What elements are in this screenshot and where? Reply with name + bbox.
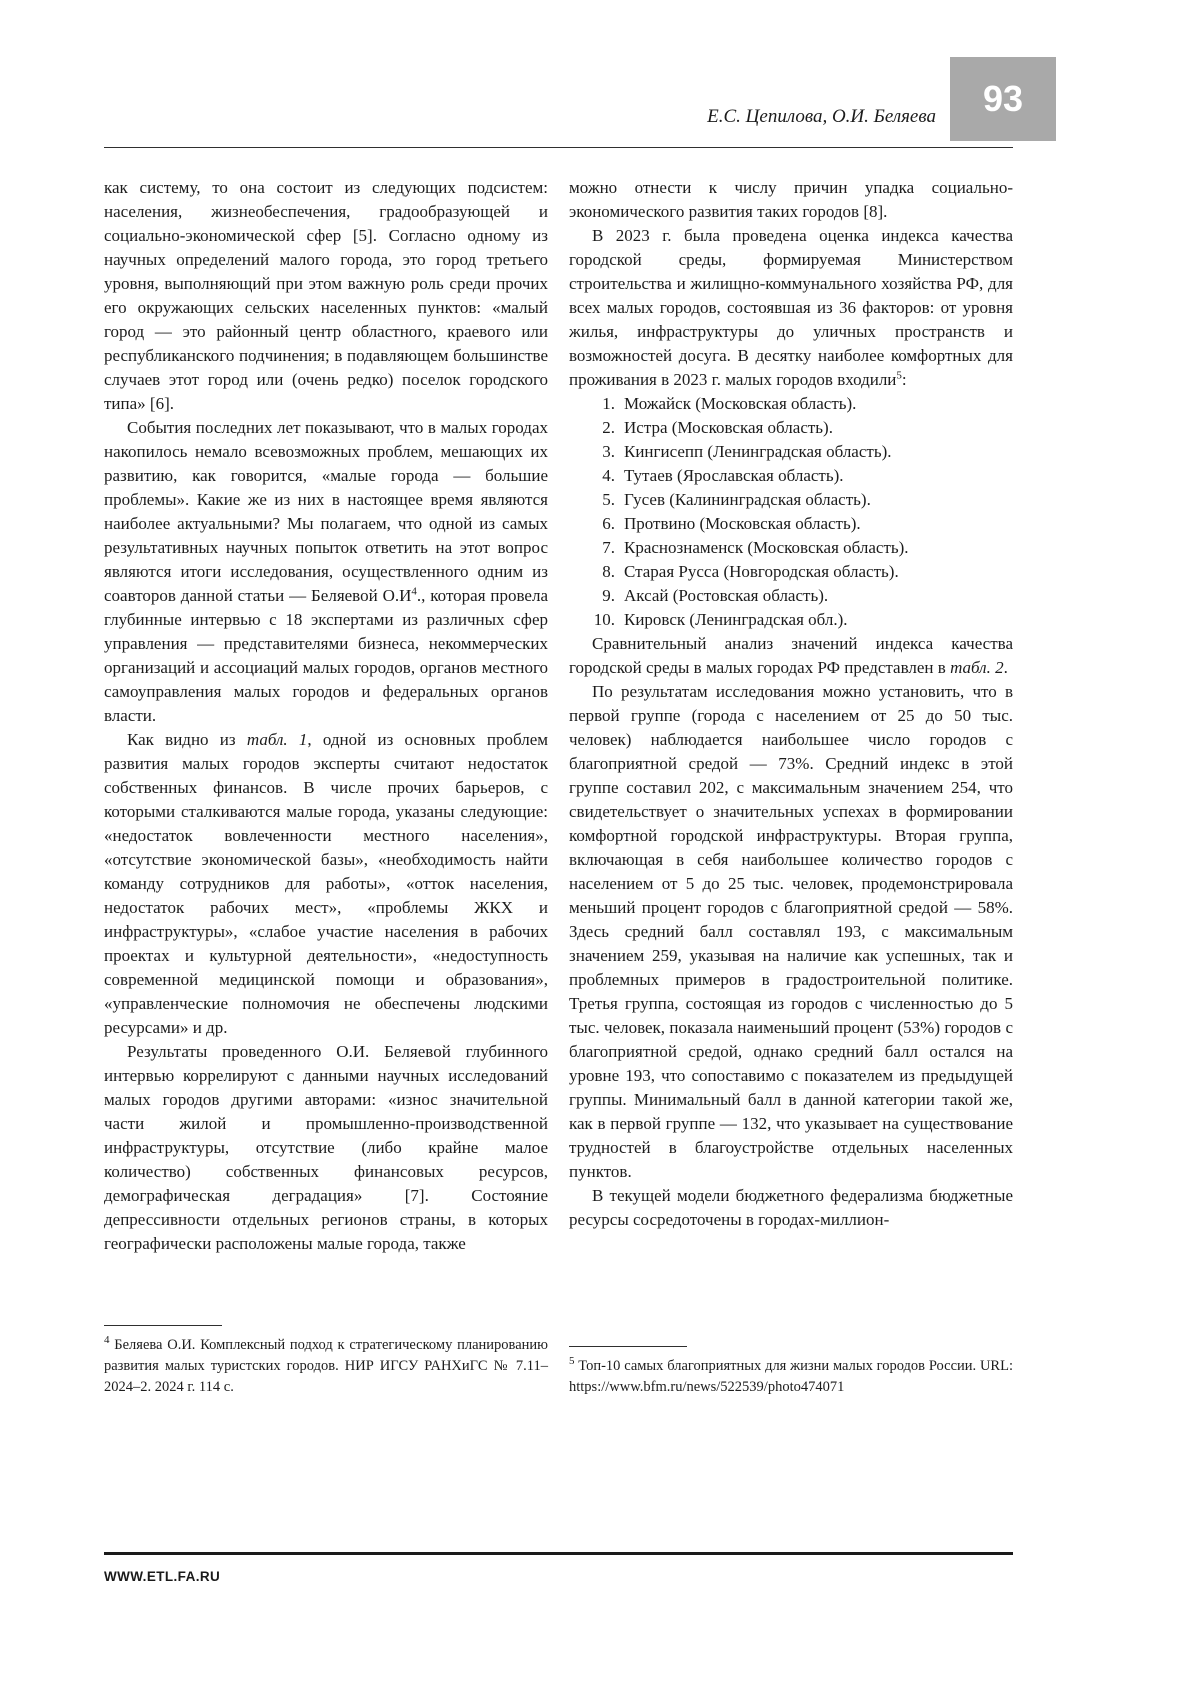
paragraph: В текущей модели бюджетного федерализма бюджетные ресурсы сосредоточены в городах-миллион- [569, 1186, 1013, 1229]
list-text: Гусев (Калининградская область). [624, 490, 871, 509]
list-item [588, 464, 1013, 488]
footnote-rule [104, 1325, 222, 1326]
paragraph: Результаты проведенного О.И. Беляевой глубинного интервью коррелируют с данными научных исследований малых городов другими авторами: «износ значительной части жилой и промышленно-производственной инфраструктуры, отсутствие (либо крайне малое количество) собственных финансовых ресурсов, демографическая деградация» [7]. Состояние депрессивности отдельных регионов страны, в которых географически расположены малые города, также [104, 1042, 548, 1253]
list-text: Краснознаменск (Московская область). [624, 538, 909, 557]
list-item [588, 584, 1013, 608]
paragraph: Сравнительный анализ значений индекса качества городской среды в малых городах РФ представлен в табл. 2. [569, 634, 1013, 677]
paragraph: События последних лет показывают, что в малых городах накопилось немало всевозможных проблем, мешающих их развитию, как говорится, «малые города — большие проблемы». Какие же из них в настоящее время являются наиболее актуальными? Мы полагаем, что одной из самых результативных научных попыток ответить на этот вопрос являются итоги исследования, осуществленного одним из соавторов данной статьи — Беляевой $О.И^4$., которая провела глубинные интервью с 18 экспертами из различных сфер управления — представителями бизнеса, некоммерческих организаций и ассоциаций малых городов, органов местного самоуправления малых городов и федеральных органов власти. [104, 418, 549, 725]
page-number: 93 [982, 78, 1024, 119]
list-number: 1. [602, 394, 615, 413]
list-number: 4. [602, 466, 615, 485]
left-column [104, 176, 548, 1398]
paragraph: как систему, то она состоит из следующих подсистем: населения, жизнеобеспечения, градообразующей и социально-экономической сфер [5]. Согласно одному из научных определений малого города, это город третьего уровня, выполняющий при этом важную роль среди прочих его окружающих сельских населенных пунктов: «малый город — это районный центр областного, краевого или республиканского подчинения; в подавляющем большинстве случаев этот город или (очень редко) поселок городского типа» [6]. [104, 178, 548, 413]
footnote-left [104, 1325, 548, 1398]
list-item [588, 512, 1013, 536]
list-number: 6. [602, 514, 615, 533]
paragraph: Как видно из табл. 1, одной из основных проблем развития малых городов эксперты считают недостаток собственных финансов. В числе прочих барьеров, с которыми сталкиваются малые города, указаны следующие: «недостаток вовлеченности местного населения», «отсутствие экономической базы», «необходимость найти команду сотрудников для работы», «отток населения, недостаток рабочих мест», «проблемы ЖКХ и инфраструктуры», «слабое участие населения в рабочих проектах и культурной деятельности», «недоступность современной медицинской помощи и образования», «управленческие полномочия не обеспечены людскими ресурсами» и др. [104, 730, 548, 1037]
list-number: 2. [602, 418, 615, 437]
list-text: Кировск (Ленинградская обл.). [624, 610, 848, 629]
body-columns [104, 176, 1013, 1398]
list-number: 3. [602, 442, 615, 461]
journal-site-url: WWW.ETL.FA.RU [104, 1569, 221, 1584]
list-item [588, 488, 1013, 512]
list-number: 7. [602, 538, 615, 557]
paragraph: можно отнести к числу причин упадка социально-экономического развития таких городов [8]. [569, 178, 1013, 221]
list-item [588, 416, 1013, 440]
footnote-right [569, 1346, 1013, 1398]
footnote-rule [569, 1346, 687, 1347]
list-item [588, 392, 1013, 416]
list-item [588, 608, 1013, 632]
paragraph: По результатам исследования можно установить, что в первой группе (города с населением от 25 до 50 тыс. человек) наблюдается наибольшее число городов с благоприятной средой — 73%. Средний индекс в этой группе составил 202, с максимальным значением 254, что свидетельствует о значительных успехах в формировании комфортной городской инфраструктуры. Вторая группа, включающая в себя наибольшее количество городов с населением от 5 до 25 тыс. человек, продемонстрировала меньший процент городов с благоприятной средой — 58%. Здесь средний балл составлял 193, с максимальным значением 259, указывая на наличие как успешных, так и проблемных примеров в градостроительной политике. Третья группа, состоящая из городов с численностью до 5 тыс. человек, показала наименьший процент (53%) городов с благоприятной средой, однако средний балл остался на уровне 193, что сопоставимо с показателем из предыдущей группы. Минимальный балл в данной категории такой же, как в первой группе — 132, что указывает на существование трудностей в благоустройстве отдельных населенных пунктов. [569, 682, 1013, 1181]
footnote-text: $^5$ Топ-10 самых благоприятных для жизни малых городов России. URL: https://www.bfm.ru/news/522539/photo474071 [569, 1355, 1013, 1395]
list-text: Кингисепп (Ленинградская область). [624, 442, 892, 461]
paragraph: В 2023 г. была проведена оценка индекса качества городской среды, формируемая Министерством строительства и жилищно-коммунального хозяйства РФ, для всех малых городов, состоявшая из 36 факторов: от уровня жилья, инфраструктуры до уличных пространств и возможностей досуга. В десятку наиболее комфортных для проживания в 2023 г. малых городов входили$^5$: [569, 226, 1013, 389]
list-text: Старая Русса (Новгородская область). [624, 562, 899, 581]
list-item [588, 440, 1013, 464]
list-number: 10. [593, 610, 615, 629]
list-text: Тутаев (Ярославская область). [624, 466, 844, 485]
page-number-box [950, 57, 1056, 141]
right-column [569, 176, 1013, 1398]
list-item [588, 560, 1013, 584]
header-rule [104, 147, 1013, 148]
footnote-text: $^4$ Беляева О.И. Комплексный подход к стратегическому планированию развития малых туристских городов. НИР ИГСУ РАНХиГС № 7.11–2024–2. 2024 г. 114 с. [104, 1334, 548, 1395]
running-head-authors: Е.С. Цепилова, О.И. Беляева [707, 106, 936, 127]
list-item [588, 536, 1013, 560]
list-text: Аксай (Ростовская область). [624, 586, 829, 605]
list-number: 9. [602, 586, 615, 605]
footer-rule [104, 1552, 1013, 1555]
list-number: 8. [602, 562, 615, 581]
list-text: Истра (Московская область). [624, 418, 833, 437]
list-text: Протвино (Московская область). [624, 514, 861, 533]
list-number: 5. [602, 490, 615, 509]
top-cities-list [569, 392, 1013, 632]
list-text: Можайск (Московская область). [624, 394, 857, 413]
